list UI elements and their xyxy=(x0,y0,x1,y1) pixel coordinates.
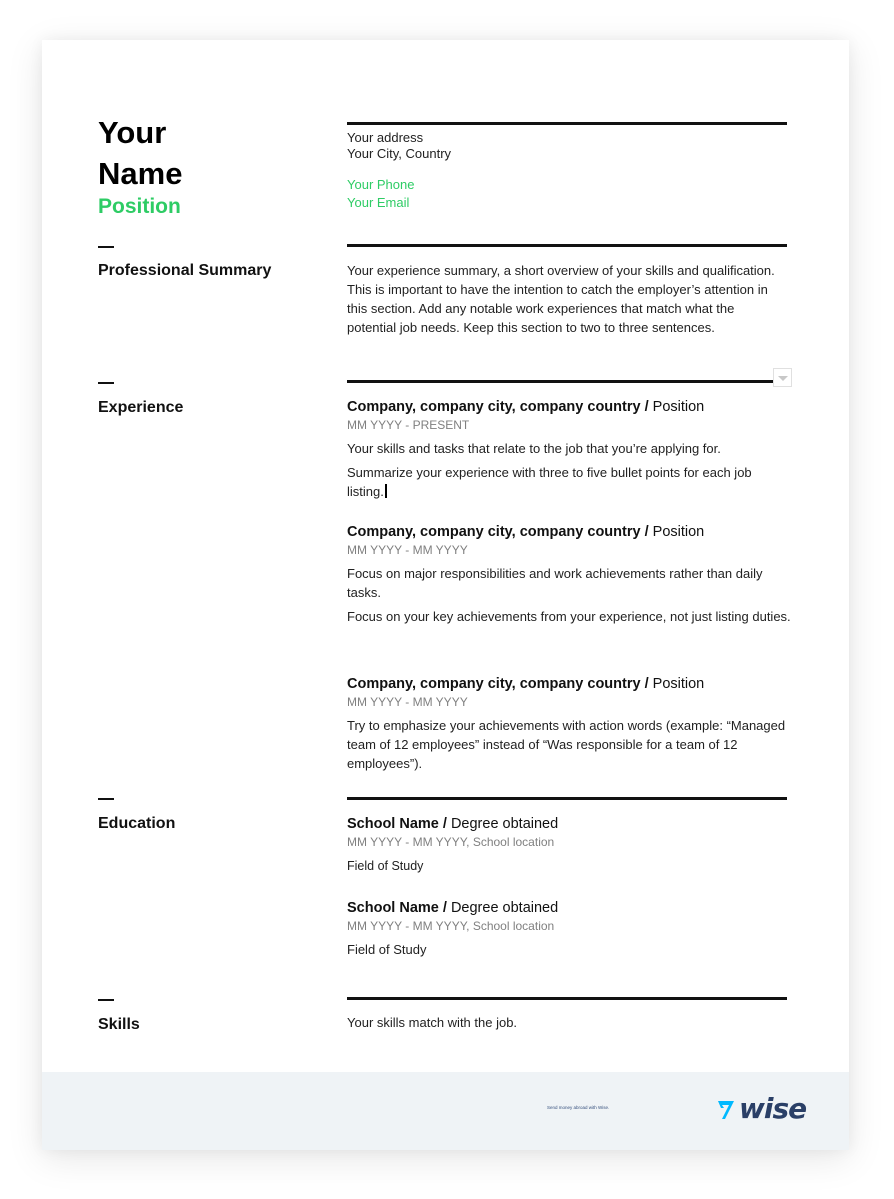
summary-dash xyxy=(98,246,114,248)
name-line-1: Your xyxy=(98,115,167,150)
job-bullet: Focus on your key achievements from your experience, not just listing duties. xyxy=(347,609,791,624)
summary-divider xyxy=(347,244,787,247)
summary-title: Professional Summary xyxy=(98,262,272,279)
skills-divider xyxy=(347,997,787,1000)
job-bullet: Focus on major responsibilities and work achievements rather than daily tasks. xyxy=(347,566,763,600)
job-position: Position xyxy=(652,524,705,540)
job-bullet[interactable] xyxy=(347,463,792,501)
job-position: Position xyxy=(652,399,705,415)
job-bullet: Your skills and tasks that relate to the job that you’re applying for. xyxy=(347,441,721,456)
experience-title: Experience xyxy=(98,399,184,416)
company-name: Company, company city, company country / xyxy=(347,676,649,692)
company-name: Company, company city, company country / xyxy=(347,399,649,415)
job-bullet-text: Summarize your experience with three to five bullet points for each job listing. xyxy=(347,465,752,499)
job-dates: MM YYYY - MM YYYY xyxy=(347,543,468,557)
footer-tagline[interactable]: Send money abroad with Wise. xyxy=(547,1105,610,1110)
skills-title: Skills xyxy=(98,1016,140,1033)
address-text: Your address xyxy=(347,130,424,145)
degree: Degree obtained xyxy=(450,816,559,832)
experience-entry-heading xyxy=(347,397,792,417)
education-entry-heading xyxy=(347,898,792,918)
job-position: Position xyxy=(652,676,705,692)
education-entry xyxy=(347,814,792,875)
wise-flag-icon xyxy=(716,1097,736,1121)
education-dates-location: MM YYYY - MM YYYY, School location xyxy=(347,919,555,933)
resume-page xyxy=(42,40,849,1150)
job-dates: MM YYYY - PRESENT xyxy=(347,418,470,432)
wise-logo[interactable] xyxy=(716,1092,807,1125)
position-title: Position xyxy=(98,195,181,218)
field-of-study: Field of Study xyxy=(347,942,427,957)
phone-text: Your Phone xyxy=(347,177,415,192)
school-name: School Name / xyxy=(347,816,447,832)
education-dates-location: MM YYYY - MM YYYY, School location xyxy=(347,835,555,849)
education-divider xyxy=(347,797,787,800)
experience-entry xyxy=(347,397,792,506)
job-bullet: Try to emphasize your achievements with action words (example: “Managed team of 12 employees” instead of “Was responsible for a team of 12 employees”). xyxy=(347,718,786,771)
education-entry-heading xyxy=(347,814,792,834)
wise-logo-text: wise xyxy=(739,1092,807,1125)
email-text: Your Email xyxy=(347,195,410,210)
summary-text: Your experience summary, a short overview of your skills and qualification. This is important to have the intention to catch the employer’s attention in this section. Add any notable work experiences that match what the potential job needs. Keep this section to two to three sentences. xyxy=(347,263,775,335)
experience-entry xyxy=(347,522,792,631)
skills-dash xyxy=(98,999,114,1001)
experience-entry xyxy=(347,674,792,778)
experience-entry-heading xyxy=(347,674,792,694)
skills-text: Your skills match with the job. xyxy=(347,1015,518,1030)
name-line-2: Name xyxy=(98,156,183,191)
education-entry xyxy=(347,898,792,959)
name-heading xyxy=(98,112,182,194)
footer-bar xyxy=(42,1072,849,1150)
company-name: Company, company city, company country / xyxy=(347,524,649,540)
experience-entry-heading xyxy=(347,522,792,542)
school-name: School Name / xyxy=(347,900,447,916)
education-title: Education xyxy=(98,815,176,832)
text-cursor xyxy=(385,484,387,498)
contact-block xyxy=(347,130,792,212)
experience-divider xyxy=(347,380,774,383)
education-dash xyxy=(98,798,114,800)
dropdown-arrow-button[interactable] xyxy=(773,368,792,387)
field-of-study: Field of Study xyxy=(347,859,424,873)
header-divider xyxy=(347,122,787,125)
experience-dash xyxy=(98,382,114,384)
job-dates: MM YYYY - MM YYYY xyxy=(347,695,468,709)
city-country-text: Your City, Country xyxy=(347,146,452,161)
degree: Degree obtained xyxy=(450,900,559,916)
